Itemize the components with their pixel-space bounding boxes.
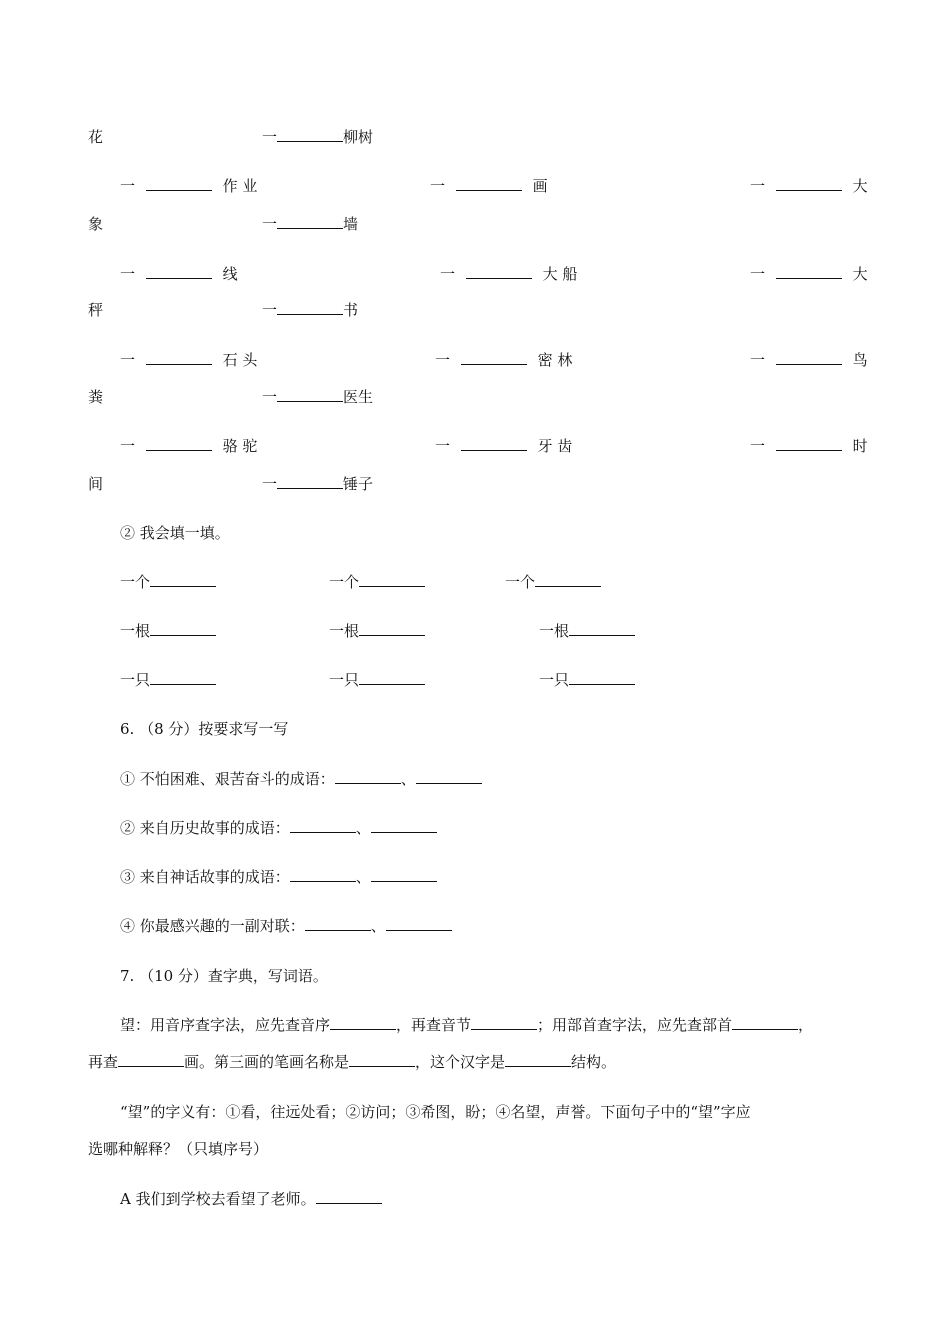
measure-item	[435, 436, 572, 456]
separator: 、	[355, 819, 371, 837]
text: 一	[120, 177, 136, 195]
answer-blank[interactable]	[118, 1052, 184, 1067]
question-6-item-2	[120, 818, 437, 838]
fill-item	[505, 572, 601, 592]
text: 一	[262, 215, 278, 233]
answer-blank[interactable]	[146, 436, 212, 451]
text: 一	[430, 177, 446, 195]
text: 一只	[329, 671, 360, 689]
answer-blank[interactable]	[349, 1052, 415, 1067]
text: 书	[343, 301, 359, 319]
text: 再查	[88, 1053, 119, 1071]
text: 一	[120, 437, 136, 455]
measure-item	[750, 350, 868, 370]
text: ② 来自历史故事的成语：	[120, 819, 290, 837]
text: ；用部首查字法，应先查部首	[537, 1016, 733, 1034]
measure-item	[262, 300, 358, 320]
text: 柳树	[343, 128, 374, 146]
measure-item	[120, 176, 257, 196]
text: 象	[88, 215, 104, 233]
measure-item	[262, 214, 358, 234]
separator: 、	[370, 917, 386, 935]
text: 画。第三画的笔画名称是	[184, 1053, 350, 1071]
answer-blank[interactable]	[277, 300, 343, 315]
measure-row-1-item	[262, 127, 373, 147]
text: 墙	[343, 215, 359, 233]
answer-blank[interactable]	[277, 127, 343, 142]
section-title: ② 我会填一填。	[120, 524, 230, 542]
answer-blank[interactable]	[146, 350, 212, 365]
measure-item	[430, 176, 548, 196]
answer-blank[interactable]	[150, 621, 216, 636]
question-6-title: 6. （8 分）按要求写一写	[120, 720, 289, 738]
text: 一根	[120, 622, 151, 640]
text: 一	[435, 351, 451, 369]
answer-blank[interactable]	[776, 176, 842, 191]
text: 大 船	[542, 265, 578, 283]
answer-blank[interactable]	[466, 264, 532, 279]
text: 一只	[120, 671, 151, 689]
separator: 、	[355, 868, 371, 886]
question-7-title: 7. （10 分）查字典，写词语。	[120, 967, 328, 985]
answer-blank[interactable]	[277, 474, 343, 489]
measure-item	[750, 264, 868, 284]
answer-blank[interactable]	[569, 670, 635, 685]
text: 大	[852, 177, 868, 195]
text: 医生	[343, 388, 374, 406]
text: 一	[262, 388, 278, 406]
answer-blank[interactable]	[776, 436, 842, 451]
measure-item	[750, 436, 868, 456]
text: ④ 你最感兴趣的一副对联：	[120, 917, 305, 935]
separator: 、	[400, 770, 416, 788]
text: 画	[532, 177, 548, 195]
answer-blank[interactable]	[461, 436, 527, 451]
measure-item	[120, 350, 257, 370]
answer-blank[interactable]	[535, 572, 601, 587]
answer-blank[interactable]	[776, 264, 842, 279]
text: 牙 齿	[537, 437, 573, 455]
question-7-paragraph-1-cont	[88, 1052, 616, 1072]
text: 骆 驼	[222, 437, 258, 455]
fill-item	[539, 621, 635, 641]
text: 一	[440, 265, 456, 283]
answer-blank[interactable]	[359, 670, 425, 685]
text: 一	[120, 351, 136, 369]
text: 一	[435, 437, 451, 455]
answer-blank[interactable]	[277, 387, 343, 402]
fill-item	[120, 572, 216, 592]
fill-item	[329, 572, 425, 592]
text: 一	[120, 265, 136, 283]
answer-blank[interactable]	[471, 1015, 537, 1030]
question-7-paragraph-2-cont: 选哪种解释？（只填序号）	[88, 1140, 269, 1158]
answer-blank[interactable]	[732, 1015, 798, 1030]
answer-blank[interactable]	[386, 916, 452, 931]
answer-blank[interactable]	[569, 621, 635, 636]
measure-item	[262, 474, 373, 494]
text: 一	[750, 437, 766, 455]
answer-blank[interactable]	[776, 350, 842, 365]
measure-item	[262, 387, 373, 407]
fill-item	[120, 670, 216, 690]
answer-blank[interactable]	[316, 1189, 382, 1204]
answer-blank[interactable]	[371, 818, 437, 833]
text: 秤	[88, 301, 104, 319]
text: 粪	[88, 388, 104, 406]
fill-item	[329, 670, 425, 690]
text: 一	[262, 301, 278, 319]
answer-blank[interactable]	[416, 769, 482, 784]
fill-item	[120, 621, 216, 641]
text: 锤子	[343, 475, 374, 493]
text: 望：用音序查字法，应先查音序	[120, 1016, 331, 1034]
answer-blank[interactable]	[150, 670, 216, 685]
text: 一	[750, 265, 766, 283]
question-7-item-a	[120, 1189, 382, 1209]
text: 作 业	[222, 177, 258, 195]
text: 花	[88, 128, 104, 146]
text: ，	[798, 1016, 814, 1034]
question-6-item-4	[120, 916, 452, 936]
text: 一个	[120, 573, 151, 591]
text: 一根	[539, 622, 570, 640]
fill-item	[329, 621, 425, 641]
answer-blank[interactable]	[359, 572, 425, 587]
text: 密 林	[537, 351, 573, 369]
text: 一	[262, 475, 278, 493]
measure-item	[435, 350, 572, 370]
text: ① 不怕困难、艰苦奋斗的成语：	[120, 770, 335, 788]
answer-blank[interactable]	[505, 1052, 571, 1067]
fill-item	[539, 670, 635, 690]
text: 结构。	[571, 1053, 617, 1071]
question-6-item-3	[120, 867, 437, 887]
measure-row-1	[88, 127, 103, 147]
text: 一	[262, 128, 278, 146]
answer-blank[interactable]	[371, 867, 437, 882]
text: 一只	[539, 671, 570, 689]
measure-item	[440, 264, 577, 284]
measure-item	[750, 176, 868, 196]
text: ，这个汉字是	[415, 1053, 506, 1071]
answer-blank[interactable]	[335, 769, 401, 784]
text: 大	[852, 265, 868, 283]
text: 一	[750, 177, 766, 195]
answer-blank[interactable]	[461, 350, 527, 365]
text: 线	[222, 265, 238, 283]
answer-blank[interactable]	[330, 1015, 396, 1030]
answer-blank[interactable]	[456, 176, 522, 191]
text: ③ 来自神话故事的成语：	[120, 868, 290, 886]
answer-blank[interactable]	[150, 572, 216, 587]
answer-blank[interactable]	[277, 214, 343, 229]
text: 间	[88, 475, 104, 493]
text: ，再查音节	[396, 1016, 472, 1034]
text: 一个	[329, 573, 360, 591]
answer-blank[interactable]	[290, 867, 356, 882]
text: A 我们到学校去看望了老师。	[120, 1190, 316, 1208]
text: 一	[750, 351, 766, 369]
answer-blank[interactable]	[146, 176, 212, 191]
text: 时	[852, 437, 868, 455]
question-7-paragraph-1	[120, 1015, 813, 1035]
text: 鸟	[852, 351, 868, 369]
measure-item	[120, 436, 257, 456]
text: 一个	[505, 573, 536, 591]
answer-blank[interactable]	[146, 264, 212, 279]
text: 石 头	[222, 351, 258, 369]
question-6-item-1	[120, 769, 482, 789]
answer-blank[interactable]	[359, 621, 425, 636]
question-7-paragraph-2: “望”的字义有：①看，往远处看；②访问；③希图，盼；④名望，声誉。下面句子中的“望”字应	[120, 1103, 751, 1121]
answer-blank[interactable]	[305, 916, 371, 931]
measure-item	[120, 264, 238, 284]
text: 一根	[329, 622, 360, 640]
answer-blank[interactable]	[290, 818, 356, 833]
